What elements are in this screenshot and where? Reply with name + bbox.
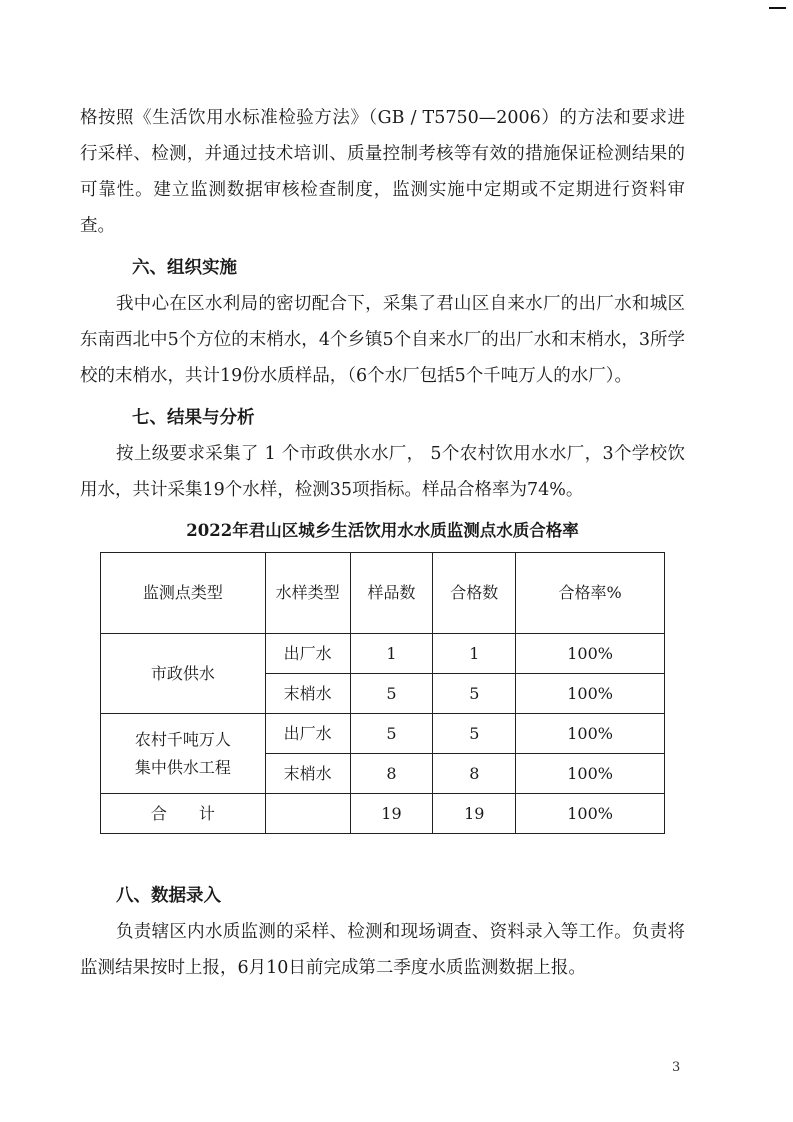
- cell-qualified-count: 1: [433, 634, 516, 674]
- paragraph-method: 格按照《生活饮用水标准检验方法》（GB / T5750—2006）的方法和要求进行采样、检测，并通过技术培训、质量控制考核等有效的措施保证检测结果的可靠性。建立监测数据审核检查制度，监测实施中定期或不定期进行资料审查。: [80, 108, 685, 236]
- header-qualified-count: 合格数: [433, 553, 516, 634]
- cell-qualified-count: 5: [433, 714, 516, 754]
- cell-sample-count: 8: [350, 754, 433, 794]
- header-sample-type: 水样类型: [265, 553, 350, 634]
- group-label-rural: [101, 714, 266, 794]
- cell-pass-rate: 100%: [516, 754, 665, 794]
- heading-section-6: 六、组织实施: [132, 258, 237, 278]
- group-label-line: 农村千吨万人: [134, 729, 231, 749]
- table-header-row: [101, 553, 665, 634]
- total-qualified-count: 19: [433, 794, 516, 834]
- paragraph-implementation: 我中心在区水利局的密切配合下，采集了君山区自来水厂的出厂水和城区东南西北中5个方位的末梢水，4个乡镇5个自来水厂的出厂水和末梢水，3所学校的末梢水，共计19份水质样品，（6个水厂包括5个千吨万人的水厂）。: [80, 294, 685, 386]
- cell-sample-type: 出厂水: [265, 634, 350, 674]
- total-sample-count: 19: [350, 794, 433, 834]
- header-sample-count: 样品数: [350, 553, 433, 634]
- cell-qualified-count: 5: [433, 674, 516, 714]
- cell-sample-count: 1: [350, 634, 433, 674]
- heading-section-7: 七、结果与分析: [132, 408, 255, 428]
- table-row: [101, 634, 665, 674]
- cell-sample-type: 末梢水: [265, 754, 350, 794]
- cell-sample-type: 出厂水: [265, 714, 350, 754]
- document-body: [80, 100, 685, 986]
- page-number: 3: [672, 1060, 681, 1075]
- heading-section-8: 八、数据录入: [116, 886, 221, 906]
- table-total-row: [101, 794, 665, 834]
- water-quality-table: [100, 552, 665, 834]
- paragraph-results: 按上级要求采集了 1 个市政供水水厂， 5个农村饮用水水厂，3个学校饮用水，共计采集19个水样，检测35项指标。样品合格率为74%。: [80, 444, 685, 500]
- total-pass-rate: 100%: [516, 794, 665, 834]
- cell-pass-rate: 100%: [516, 714, 665, 754]
- paragraph-data-entry: 负责辖区内水质监测的采样、检测和现场调查、资料录入等工作。负责将监测结果按时上报，6月10日前完成第二季度水质监测数据上报。: [80, 922, 685, 978]
- table-row: [101, 714, 665, 754]
- total-sample-type: [265, 794, 350, 834]
- cell-qualified-count: 8: [433, 754, 516, 794]
- section-gap: [80, 834, 685, 878]
- header-pass-rate: 合格率%: [516, 553, 665, 634]
- cell-sample-type: 末梢水: [265, 674, 350, 714]
- cell-sample-count: 5: [350, 674, 433, 714]
- group-label-line: 集中供水工程: [134, 757, 231, 777]
- group-label-municipal: [101, 634, 266, 714]
- cell-sample-count: 5: [350, 714, 433, 754]
- table-title: 2022年君山区城乡生活饮用水水质监测点水质合格率: [186, 521, 579, 540]
- group-label-line: 市政供水: [150, 663, 215, 683]
- total-label: 合 计: [101, 794, 266, 834]
- header-site-type: 监测点类型: [101, 553, 266, 634]
- cell-pass-rate: 100%: [516, 674, 665, 714]
- cell-pass-rate: 100%: [516, 634, 665, 674]
- page-corner-mark: [769, 7, 786, 9]
